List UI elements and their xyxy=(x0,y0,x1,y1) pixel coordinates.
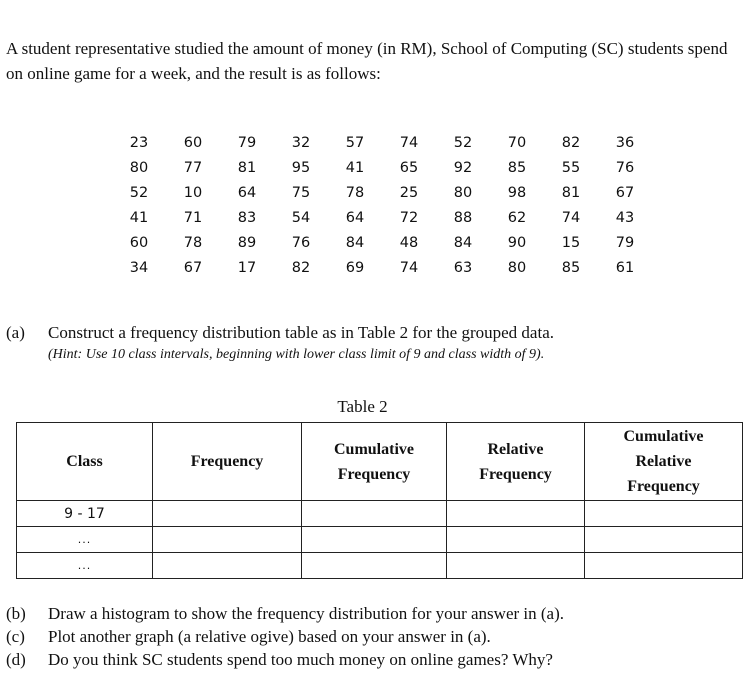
data-value: 67 xyxy=(615,184,635,201)
data-value: 89 xyxy=(237,234,257,251)
data-value: 62 xyxy=(507,209,527,226)
data-value: 81 xyxy=(561,184,581,201)
data-value: 82 xyxy=(561,134,581,151)
data-value: 92 xyxy=(453,159,473,176)
class-cell: ... xyxy=(17,527,153,553)
data-value: 41 xyxy=(129,209,149,226)
data-value: 34 xyxy=(129,259,149,276)
table-caption: Table 2 xyxy=(337,397,388,416)
header-relative-frequency: Relative Frequency xyxy=(447,423,585,501)
data-value: 17 xyxy=(237,259,257,276)
data-row xyxy=(112,180,652,205)
relative-frequency-cell[interactable] xyxy=(447,553,585,579)
data-value: 41 xyxy=(345,159,365,176)
data-value: 15 xyxy=(561,234,581,251)
cumulative-frequency-cell[interactable] xyxy=(302,527,447,553)
raw-data-grid xyxy=(112,130,652,280)
data-value: 78 xyxy=(345,184,365,201)
header-class: Class xyxy=(17,423,153,501)
table-row xyxy=(17,553,743,579)
data-value: 70 xyxy=(507,134,527,151)
data-value: 84 xyxy=(345,234,365,251)
data-value: 76 xyxy=(291,234,311,251)
data-value: 85 xyxy=(561,259,581,276)
data-value: 74 xyxy=(399,134,419,151)
table-header-row xyxy=(17,423,743,501)
header-frequency: Frequency xyxy=(153,423,302,501)
data-value: 57 xyxy=(345,134,365,151)
data-value: 88 xyxy=(453,209,473,226)
part-a-label: (a) xyxy=(6,323,25,342)
part-a-hint: (Hint: Use 10 class intervals, beginning with lower class limit of 9 and class width of 9). xyxy=(48,347,545,362)
data-row xyxy=(112,205,652,230)
data-value: 82 xyxy=(291,259,311,276)
data-value: 98 xyxy=(507,184,527,201)
data-value: 55 xyxy=(561,159,581,176)
data-value: 75 xyxy=(291,184,311,201)
data-value: 61 xyxy=(615,259,635,276)
data-value: 80 xyxy=(453,184,473,201)
data-value: 85 xyxy=(507,159,527,176)
data-row xyxy=(112,230,652,255)
data-value: 10 xyxy=(183,184,203,201)
data-value: 48 xyxy=(399,234,419,251)
data-value: 74 xyxy=(561,209,581,226)
data-value: 71 xyxy=(183,209,203,226)
data-row xyxy=(112,255,652,280)
data-value: 74 xyxy=(399,259,419,276)
data-value: 25 xyxy=(399,184,419,201)
cumulative-frequency-cell[interactable] xyxy=(302,553,447,579)
question-d: (d) Do you think SC students spend too much money on online games? Why? xyxy=(6,650,553,669)
data-value: 54 xyxy=(291,209,311,226)
data-value: 78 xyxy=(183,234,203,251)
data-value: 60 xyxy=(183,134,203,151)
data-value: 43 xyxy=(615,209,635,226)
frequency-cell[interactable] xyxy=(153,527,302,553)
data-value: 60 xyxy=(129,234,149,251)
part-a-question xyxy=(6,322,554,344)
data-value: 67 xyxy=(183,259,203,276)
cumulative-relative-frequency-cell[interactable] xyxy=(585,553,743,579)
table-row xyxy=(17,501,743,527)
data-row xyxy=(112,155,652,180)
frequency-distribution-table xyxy=(16,422,743,579)
data-value: 76 xyxy=(615,159,635,176)
relative-frequency-cell[interactable] xyxy=(447,501,585,527)
data-value: 69 xyxy=(345,259,365,276)
data-value: 64 xyxy=(237,184,257,201)
data-value: 80 xyxy=(507,259,527,276)
data-value: 84 xyxy=(453,234,473,251)
intro-paragraph: A student representative studied the amount of money (in RM), School of Computing (SC) students spend on online game for a week, and the result is as follows: xyxy=(6,39,728,83)
question-b: (b) Draw a histogram to show the frequency distribution for your answer in (a). xyxy=(6,604,565,623)
data-value: 72 xyxy=(399,209,419,226)
data-value: 64 xyxy=(345,209,365,226)
data-value: 83 xyxy=(237,209,257,226)
data-value: 77 xyxy=(183,159,203,176)
data-value: 90 xyxy=(507,234,527,251)
frequency-cell[interactable] xyxy=(153,553,302,579)
cumulative-relative-frequency-cell[interactable] xyxy=(585,527,743,553)
question-c: (c) Plot another graph (a relative ogive) based on your answer in (a). xyxy=(6,627,491,646)
data-value: 80 xyxy=(129,159,149,176)
cumulative-relative-frequency-cell[interactable] xyxy=(585,501,743,527)
data-value: 52 xyxy=(453,134,473,151)
header-cumulative-frequency: Cumulative Frequency xyxy=(302,423,447,501)
data-value: 95 xyxy=(291,159,311,176)
data-value: 32 xyxy=(291,134,311,151)
data-value: 52 xyxy=(129,184,149,201)
cumulative-frequency-cell[interactable] xyxy=(302,501,447,527)
data-value: 79 xyxy=(237,134,257,151)
class-cell: ... xyxy=(17,553,153,579)
data-row xyxy=(112,130,652,155)
data-value: 81 xyxy=(237,159,257,176)
relative-frequency-cell[interactable] xyxy=(447,527,585,553)
data-value: 79 xyxy=(615,234,635,251)
class-cell: 9 - 17 xyxy=(17,501,153,527)
table-row xyxy=(17,527,743,553)
data-value: 36 xyxy=(615,134,635,151)
data-value: 65 xyxy=(399,159,419,176)
data-value: 63 xyxy=(453,259,473,276)
frequency-cell[interactable] xyxy=(153,501,302,527)
header-cumulative-relative-frequency: Cumulative Relative Frequency xyxy=(585,423,743,501)
data-value: 23 xyxy=(129,134,149,151)
part-a-text: Construct a frequency distribution table as in Table 2 for the grouped data. xyxy=(48,323,554,342)
questions-list xyxy=(6,602,564,671)
